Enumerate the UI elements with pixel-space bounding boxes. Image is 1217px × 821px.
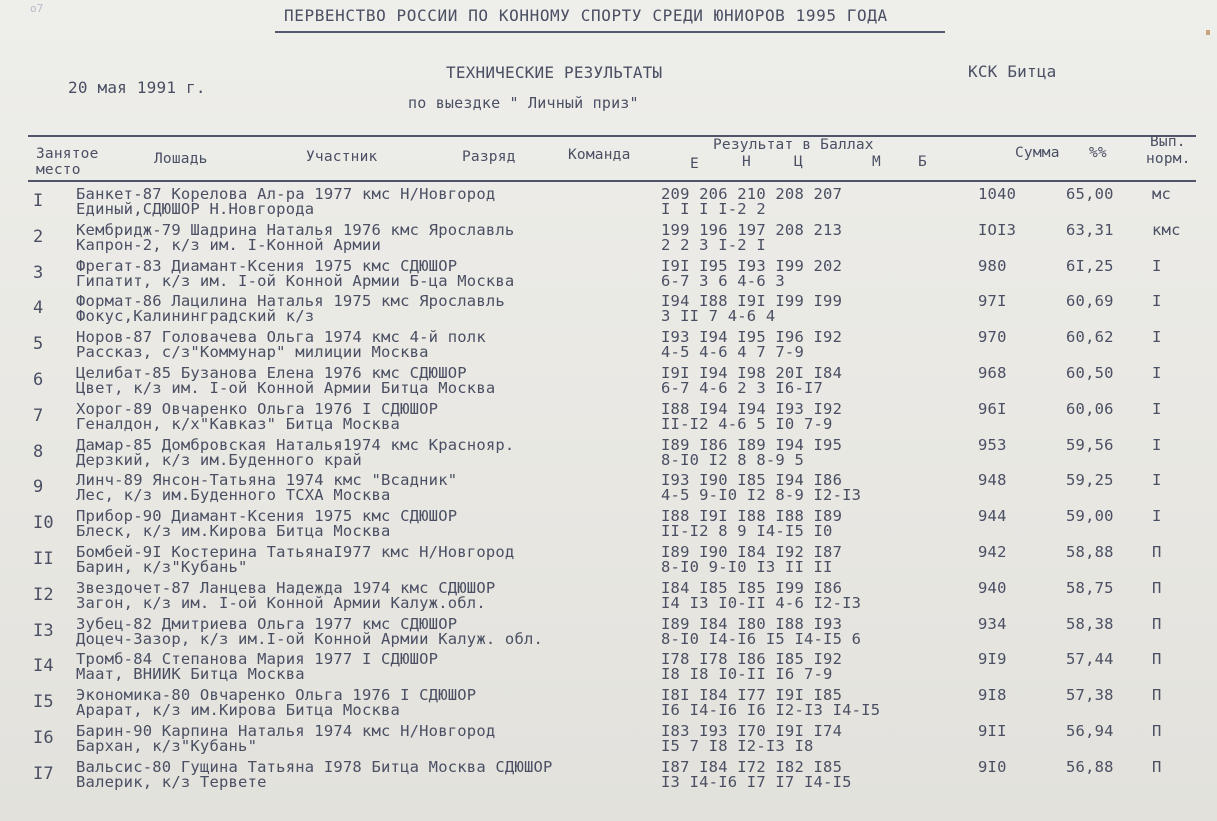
table-header-rule [28, 180, 1196, 182]
judge-places-line: I3 I4-I6 I7 I7 I4-I5 [661, 772, 852, 791]
entry-line: Фрегат-83 Диамант-Ксения 1975 кмс СДЮШОР [76, 256, 458, 275]
sum-cell: 9I8 [978, 686, 1007, 705]
club-line: Единый,СДЮШОР Н.Новгорода [76, 200, 315, 218]
entry-line: Формат-86 Лацилина Наталья 1975 кмс Ярославль [76, 292, 505, 311]
entry-line: Линч-89 Янсон-Татьяна 1974 кмс "Всадник" [76, 471, 458, 490]
judge-places-line: 3 II 7 4-6 4 [661, 307, 776, 326]
sum-cell: 968 [978, 364, 1007, 382]
percent-cell: 6I,25 [1066, 256, 1114, 275]
entry-line: Хорог-89 Овчаренко Ольга 1976 I СДЮШОР [76, 399, 439, 418]
sum-cell: 934 [978, 614, 1007, 633]
judge-places-line: I5 7 I8 I2-I3 I8 [661, 737, 814, 755]
norm-cell: I [1152, 256, 1162, 275]
scores-line: I88 I9I I88 I88 I89 [661, 507, 843, 526]
sum-cell: 970 [978, 328, 1007, 347]
place-cell: I4 [33, 656, 54, 677]
norm-cell: мс [1152, 185, 1172, 203]
percent-cell: 60,62 [1066, 328, 1114, 347]
judge-places-line: 2 2 3 I-2 I [661, 235, 766, 254]
sum-cell: 948 [978, 471, 1007, 490]
judge-h-header: Н [742, 154, 751, 170]
judge-places-line: 4-5 4-6 4 7 7-9 [661, 343, 804, 362]
table-top-rule [28, 135, 1196, 137]
club-line: Лес, к/з им.Буденного ТСХА Москва [76, 486, 391, 505]
document-date: 20 мая 1991 г. [68, 78, 206, 97]
norm-cell: П [1152, 543, 1162, 561]
entry-line: Тромб-84 Степанова Мария 1977 I СДЮШОР [76, 650, 439, 669]
entry-line: Кембридж-79 Шадрина Наталья 1976 кмс Ярославль [76, 220, 515, 239]
title-underline [275, 31, 945, 33]
scores-line: I8I I84 I77 I9I I85 [661, 686, 843, 705]
percent-cell: 60,06 [1066, 399, 1114, 418]
norm-cell: кмс [1152, 220, 1181, 239]
place-cell: I5 [33, 692, 54, 713]
judge-places-line: 6-7 4-6 2 3 I6-I7 [661, 379, 824, 397]
percent-cell: 58,75 [1066, 578, 1114, 597]
judge-places-line: 4-5 9-I0 I2 8-9 I2-I3 [661, 486, 862, 505]
scores-line: I89 I86 I89 I94 I95 [661, 435, 843, 454]
norm-cell: П [1152, 578, 1162, 597]
sum-cell: 9I0 [978, 757, 1007, 776]
scores-line: I94 I88 I9I I99 I99 [661, 292, 843, 311]
entry-line: Банкет-87 Корелова Ал-ра 1977 кмс Н/Новгород [76, 185, 496, 203]
scores-line: I9I I94 I98 20I I84 [661, 364, 843, 382]
sum-cell: 942 [978, 543, 1007, 561]
norm-cell: I [1152, 328, 1162, 347]
judge-places-line: 8-I0 9-I0 I3 II II [661, 558, 833, 576]
norm-cell: П [1152, 722, 1162, 740]
percent-cell: 63,31 [1066, 220, 1114, 239]
place-cell: 5 [33, 334, 44, 355]
scores-line: I93 I90 I85 I94 I86 [661, 471, 843, 490]
place-cell: 6 [33, 370, 44, 390]
norm-cell: I [1152, 364, 1162, 382]
judge-places-line: 8-I0 I4-I6 I5 I4-I5 6 [661, 629, 862, 648]
col-team-header: Команда [568, 147, 631, 163]
paper-spot [1206, 30, 1210, 35]
norm-cell: П [1152, 614, 1162, 633]
percent-cell: 56,94 [1066, 722, 1114, 740]
entry-line: Звездочет-87 Ланцева Надежда 1974 кмс СДЮШОР [76, 578, 496, 597]
place-cell: 8 [33, 441, 44, 462]
percent-cell: 59,25 [1066, 471, 1114, 490]
results-header: Результат в Баллах [713, 137, 874, 153]
col-horse-header: Лошадь [154, 151, 208, 167]
sum-cell: IOI3 [978, 220, 1017, 239]
document-type: ТЕХНИЧЕСКИЕ РЕЗУЛЬТАТЫ [446, 63, 663, 82]
sum-cell: 944 [978, 507, 1007, 526]
place-cell: II [33, 549, 54, 569]
judge-places-line: I4 I3 I0-II 4-6 I2-I3 [661, 593, 862, 612]
club-line: Дерзкий, к/з им.Буденного край [76, 450, 362, 469]
club-line: Бархан, к/з"Кубань" [76, 737, 258, 755]
club-line: Капрон-2, к/з им. I-Конной Армии [76, 235, 382, 254]
venue: КСК Битца [968, 62, 1057, 81]
norm-cell: П [1152, 650, 1162, 669]
norm-cell: I [1152, 292, 1162, 311]
judge-places-line: II-I2 8 9 I4-I5 I0 [661, 522, 833, 541]
club-line: Блеск, к/з им.Кирова Битца Москва [76, 522, 391, 541]
scores-line: I87 I84 I72 I82 I85 [661, 757, 843, 776]
sum-cell: 9II [978, 722, 1007, 740]
percent-cell: 57,38 [1066, 686, 1114, 705]
judge-places-line: 8-I0 I2 8 8-9 5 [661, 450, 804, 469]
place-cell: I [33, 191, 44, 211]
sum-cell: 96I [978, 399, 1007, 418]
entry-line: Целибат-85 Бузанова Елена 1976 кмс СДЮШОР [76, 364, 467, 382]
entry-line: Бомбей-9I Костерина ТатьянаI977 кмс Н/Новгород [76, 543, 515, 561]
club-line: Гипатит, к/з им. I-ой Конной Армии Б-ца Москва [76, 271, 515, 290]
percent-cell: 65,00 [1066, 185, 1114, 203]
club-line: Геналдон, к/х"Кавказ" Битца Москва [76, 414, 401, 433]
sum-cell: 953 [978, 435, 1007, 454]
club-line: Цвет, к/з им. I-ой Конной Армии Битца Москва [76, 379, 496, 397]
norm-cell: I [1152, 399, 1162, 418]
entry-line: Норов-87 Головачева Ольга 1974 кмс 4-й полк [76, 328, 486, 347]
place-cell: I2 [33, 584, 54, 605]
judge-e-header: Е [690, 156, 699, 172]
col-norm-header: Вып. [1150, 134, 1186, 150]
percent-cell: 59,00 [1066, 507, 1114, 526]
judge-c-header: Ц [794, 154, 803, 170]
place-cell: 9 [33, 477, 44, 498]
club-line: Фокус,Калининградский к/з [76, 307, 315, 326]
club-line: Валерик, к/з Тервете [76, 772, 267, 791]
judge-places-line: 6-7 3 6 4-6 3 [661, 271, 785, 290]
place-cell: 2 [33, 226, 44, 247]
sum-cell: 9I9 [978, 650, 1007, 669]
col-sum-header: Сумма [1015, 145, 1060, 161]
norm-cell: I [1152, 507, 1162, 526]
club-line: Доцеч-Зазор, к/з им.I-ой Конной Армии Калуж. обл. [76, 629, 544, 648]
entry-line: Прибор-90 Диамант-Ксения 1975 кмс СДЮШОР [76, 507, 458, 526]
judge-places-line: I I I I-2 2 [661, 200, 766, 218]
entry-line: Вальсис-80 Гущина Татьяна I978 Битца Москва СДЮШОР [76, 757, 553, 776]
sum-cell: 940 [978, 578, 1007, 597]
sum-cell: 97I [978, 292, 1007, 311]
percent-cell: 60,69 [1066, 292, 1114, 311]
scores-line: I88 I94 I94 I93 I92 [661, 399, 843, 418]
percent-cell: 59,56 [1066, 435, 1114, 454]
judge-places-line: I6 I4-I6 I6 I2-I3 I4-I5 [661, 701, 881, 720]
col-place-header: Занятое [36, 146, 99, 162]
scores-line: 209 206 210 208 207 [661, 185, 843, 203]
col-pct-header: %% [1089, 145, 1107, 161]
col-rider-header: Участник [306, 149, 378, 165]
percent-cell: 56,88 [1066, 757, 1114, 776]
percent-cell: 58,38 [1066, 614, 1114, 633]
club-line: Рассказ, с/з"Коммунар" милиции Москва [76, 343, 429, 362]
entry-line: Барин-90 Карпина Наталья 1974 кмс Н/Новгород [76, 722, 496, 740]
scores-line: I78 I78 I86 I85 I92 [661, 650, 843, 669]
scores-line: I89 I84 I80 I88 I93 [661, 614, 843, 633]
percent-cell: 57,44 [1066, 650, 1114, 669]
club-line: Арарат, к/з им.Кирова Битца Москва [76, 701, 401, 720]
percent-cell: 60,50 [1066, 364, 1114, 382]
col-rank-header: Разряд [462, 149, 516, 165]
entry-line: Дамар-85 Домбровская Наталья1974 кмс Краснояр. [76, 435, 515, 454]
place-cell: I0 [33, 513, 54, 534]
document-title: ПЕРВЕНСТВО РОССИИ ПО КОННОМУ СПОРТУ СРЕДИ ЮНИОРОВ 1995 ГОДА [284, 6, 888, 25]
club-line: Барин, к/з"Кубань" [76, 558, 248, 576]
place-cell: I7 [33, 763, 54, 784]
norm-cell: I [1152, 471, 1162, 490]
place-cell: 4 [33, 298, 44, 319]
judge-b-header: Б [918, 154, 927, 170]
percent-cell: 58,88 [1066, 543, 1114, 561]
place-cell: 3 [33, 262, 44, 283]
corner-mark: о7 [30, 2, 44, 15]
place-cell: I3 [33, 620, 54, 641]
scores-line: I89 I90 I84 I92 I87 [661, 543, 843, 561]
document-subtitle: по выездке " Личный приз" [408, 94, 639, 112]
club-line: Маат, ВНИИК Битца Москва [76, 665, 305, 684]
scores-line: I93 I94 I95 I96 I92 [661, 328, 843, 347]
scores-line: 199 196 197 208 213 [661, 220, 843, 239]
entry-line: Зубец-82 Дмитриева Ольга 1977 кмс СДЮШОР [76, 614, 458, 633]
judge-places-line: I8 I8 I0-II I6 7-9 [661, 665, 833, 684]
entry-line: Экономика-80 Овчаренко Ольга 1976 I СДЮШОР [76, 686, 477, 705]
norm-cell: П [1152, 686, 1162, 705]
sum-cell: 1040 [978, 185, 1017, 203]
scores-line: I9I I95 I93 I99 202 [661, 256, 843, 275]
col-place-header-2: место [36, 162, 81, 178]
scores-line: I83 I93 I70 I9I I74 [661, 722, 843, 740]
sum-cell: 980 [978, 256, 1007, 275]
col-norm-header-2: норм. [1146, 151, 1191, 167]
judge-places-line: II-I2 4-6 5 I0 7-9 [661, 414, 833, 433]
place-cell: 7 [33, 405, 44, 426]
place-cell: I6 [33, 728, 54, 748]
judge-m-header: М [872, 154, 881, 170]
norm-cell: П [1152, 757, 1162, 776]
club-line: Загон, к/з им. I-ой Конной Армии Калуж.обл. [76, 593, 486, 612]
norm-cell: I [1152, 435, 1162, 454]
scores-line: I84 I85 I85 I99 I86 [661, 578, 843, 597]
